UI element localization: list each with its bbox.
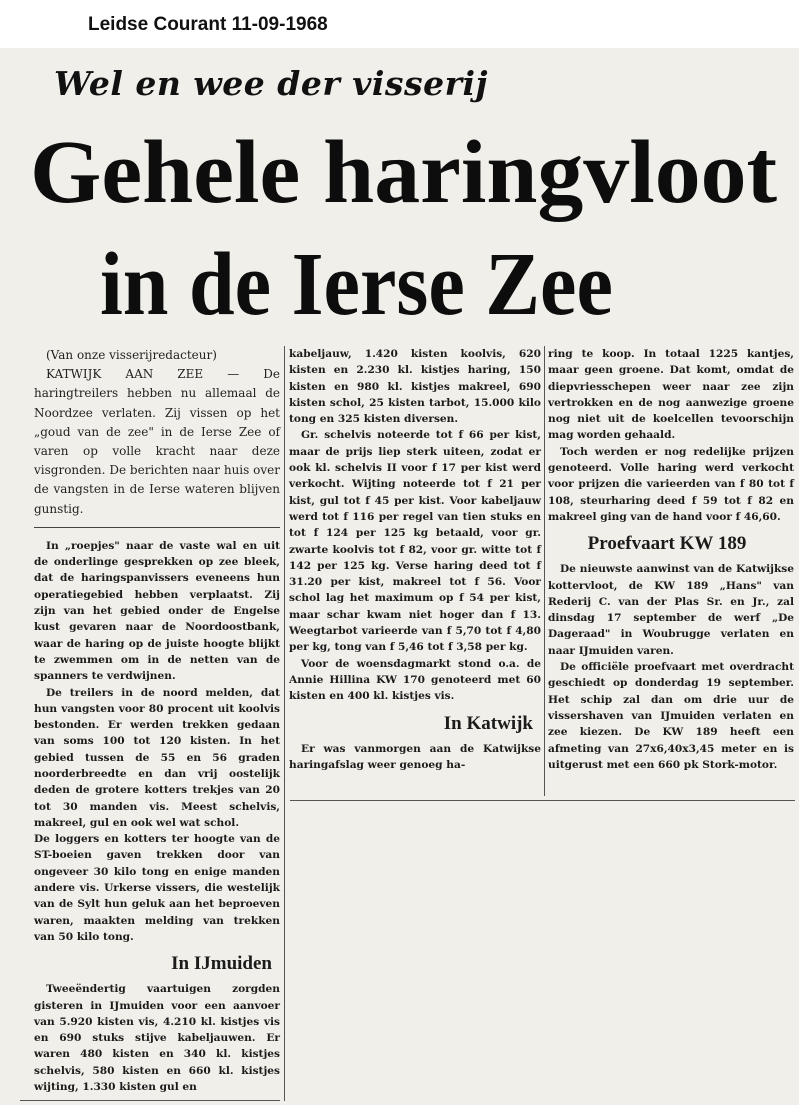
paragraph: Voor de woensdagmarkt stond o.a. de Annie Hillina KW 170 genoteerd met 60 kisten en 400 kl. kistjes vis. bbox=[289, 657, 541, 703]
horizontal-rule bbox=[290, 800, 795, 801]
kicker: Wel en wee der visserij bbox=[54, 64, 488, 103]
article-column-2 bbox=[289, 346, 541, 773]
subheading: Proefvaart KW 189 bbox=[587, 533, 747, 555]
horizontal-rule bbox=[20, 1100, 280, 1101]
paragraph: De officiële proefvaart met overdracht geschiedt op donderdag 19 september. Het schip zal dan om drie uur de vissershaven van IJmuiden verlaten en zee kiezen. De KW 189 heeft een afmeting van 27x6,40x3,45 meter en is uitgerust met een 660 pk Stork-motor. bbox=[548, 661, 794, 771]
subheading: In IJmuiden bbox=[171, 953, 272, 975]
article-column-3 bbox=[548, 346, 794, 773]
article-column-1 bbox=[34, 346, 280, 1095]
headline-line-1: Gehele haringvloot bbox=[30, 123, 778, 222]
paragraph: kabeljauw, 1.420 kisten koolvis, 620 kisten en 2.230 kl. kistjes haring, 150 kisten en 980 kl. kistjes makreel, 690 kisten schol, 25 kisten tarbot, 15.000 kilo tong en 325 kisten diversen. bbox=[289, 348, 541, 426]
paragraph: De loggers en kotters ter hoogte van de ST-boeien gaven trekken door van ongeveer 30 kilo tong en enige manden andere vis. Urkerse vissers, die westelijk van de Sylt hun geluk aan het beproeven waren, maakten melding van trekken van 50 kilo tong. bbox=[34, 833, 280, 943]
byline: (Van onze visserijredacteur) bbox=[46, 348, 217, 362]
paragraph: Toch werden er nog redelijke prijzen genoteerd. Volle haring werd verkocht voor prijzen die varieerden van f 80 tot f 108, steurharing deed f 59 tot f 82 en makreel ging van de hand voor f 46,60. bbox=[548, 445, 794, 523]
column-rule bbox=[34, 527, 280, 528]
paragraph: De treilers in de noord melden, dat hun vangsten voor 80 procent uit koolvis bestonden. Er werden trekken gedaan van soms 100 tot 120 kisten. In het gebied tussen de 55 en 56 graden noorderbreedte en dan vrij oostelijk deden de grotere kotters trekjes van 20 tot 30 manden vis. Meest schelvis, makreel, gul en ook wel wat schol. bbox=[34, 686, 280, 829]
paragraph: In „roepjes" naar de vaste wal en uit de onderlinge gesprekken op zee bleek, dat de haringspanvissers eveneens hun operatiegebied hebben verplaatst. Zij zijn van het gebied onder de Engelse kust gevaren naar de Noordoostbank, waar de haring op de juiste hoogte blijkt te zwemmen om in de netten van de spanners te verdwijnen. bbox=[34, 539, 280, 683]
column-divider bbox=[284, 346, 285, 1101]
headline-line-2: in de Ierse Zee bbox=[100, 235, 613, 334]
paragraph: Gr. schelvis noteerde tot f 66 per kist, maar de prijs liep sterk uiteen, zodat er ook kl. schelvis II voor f 17 per kist werd verkocht. Wijting noteerde tot f 21 per kist, gul tot f 45 per kist. Voor kabeljauw werd tot f 116 per regel van tien stuks en tot f 124 per 125 kg betaald, voor gr. zwarte koolvis tot f 82, voor gr. witte tot f 142 per 125 kg. Verse haring deed tot f 31.20 per kist, makreel tot f 56. Voor schol lag het maximum op f 54 per kist, maar schar kwam niet hoger dan f 13. Weegtarbot varieerde van f 5,70 tot f 4,80 per kg, tong van f 5,46 tot f 3,58 per kg. bbox=[289, 429, 541, 654]
paragraph: Er was vanmorgen aan de Katwijkse haringafslag weer genoeg ha- bbox=[289, 742, 541, 771]
subheading: In Katwijk bbox=[443, 712, 533, 734]
source-label: Leidse Courant 11-09-1968 bbox=[88, 14, 328, 35]
paragraph: Tweeëndertig vaartuigen zorgden gisteren in IJmuiden voor een aanvoer van 5.920 kisten vis, 4.210 kl. kistjes vis en 690 stuks stijve kabeljauwen. Er waren 480 kisten en 340 kl. kistjes schelvis, 580 kisten en 660 kl. kistjes wijting, 1.330 kisten gul en bbox=[34, 983, 280, 1094]
paragraph: De nieuwste aanwinst van de Katwijkse kottervloot, de KW 189 „Hans" van Rederij C. van der Plas Sr. en Jr., zal dinsdag 17 september de werf „De Dageraad" in Woubrugge verlaten en naar IJmuiden varen. bbox=[548, 563, 794, 657]
lead-paragraph: KATWIJK AAN ZEE — De haringtreilers hebben nu allemaal de Noordzee verlaten. Zij vissen op het „goud van de zee" in de Ierse Zee of varen op volle kracht naar deze visgronden. De berichten naar huis over de vangsten in de Ierse wateren blijven gunstig. bbox=[34, 367, 280, 516]
column-divider bbox=[544, 346, 545, 796]
paragraph: ring te koop. In totaal 1225 kantjes, maar geen groene. Dat komt, omdat de diepvriesschepen weer naar zee zijn vertrokken en de nog aanwezige groene nog niet uit de koelcellen tevoorschijn mag worden gehaald. bbox=[548, 348, 794, 442]
source-header bbox=[0, 0, 799, 48]
